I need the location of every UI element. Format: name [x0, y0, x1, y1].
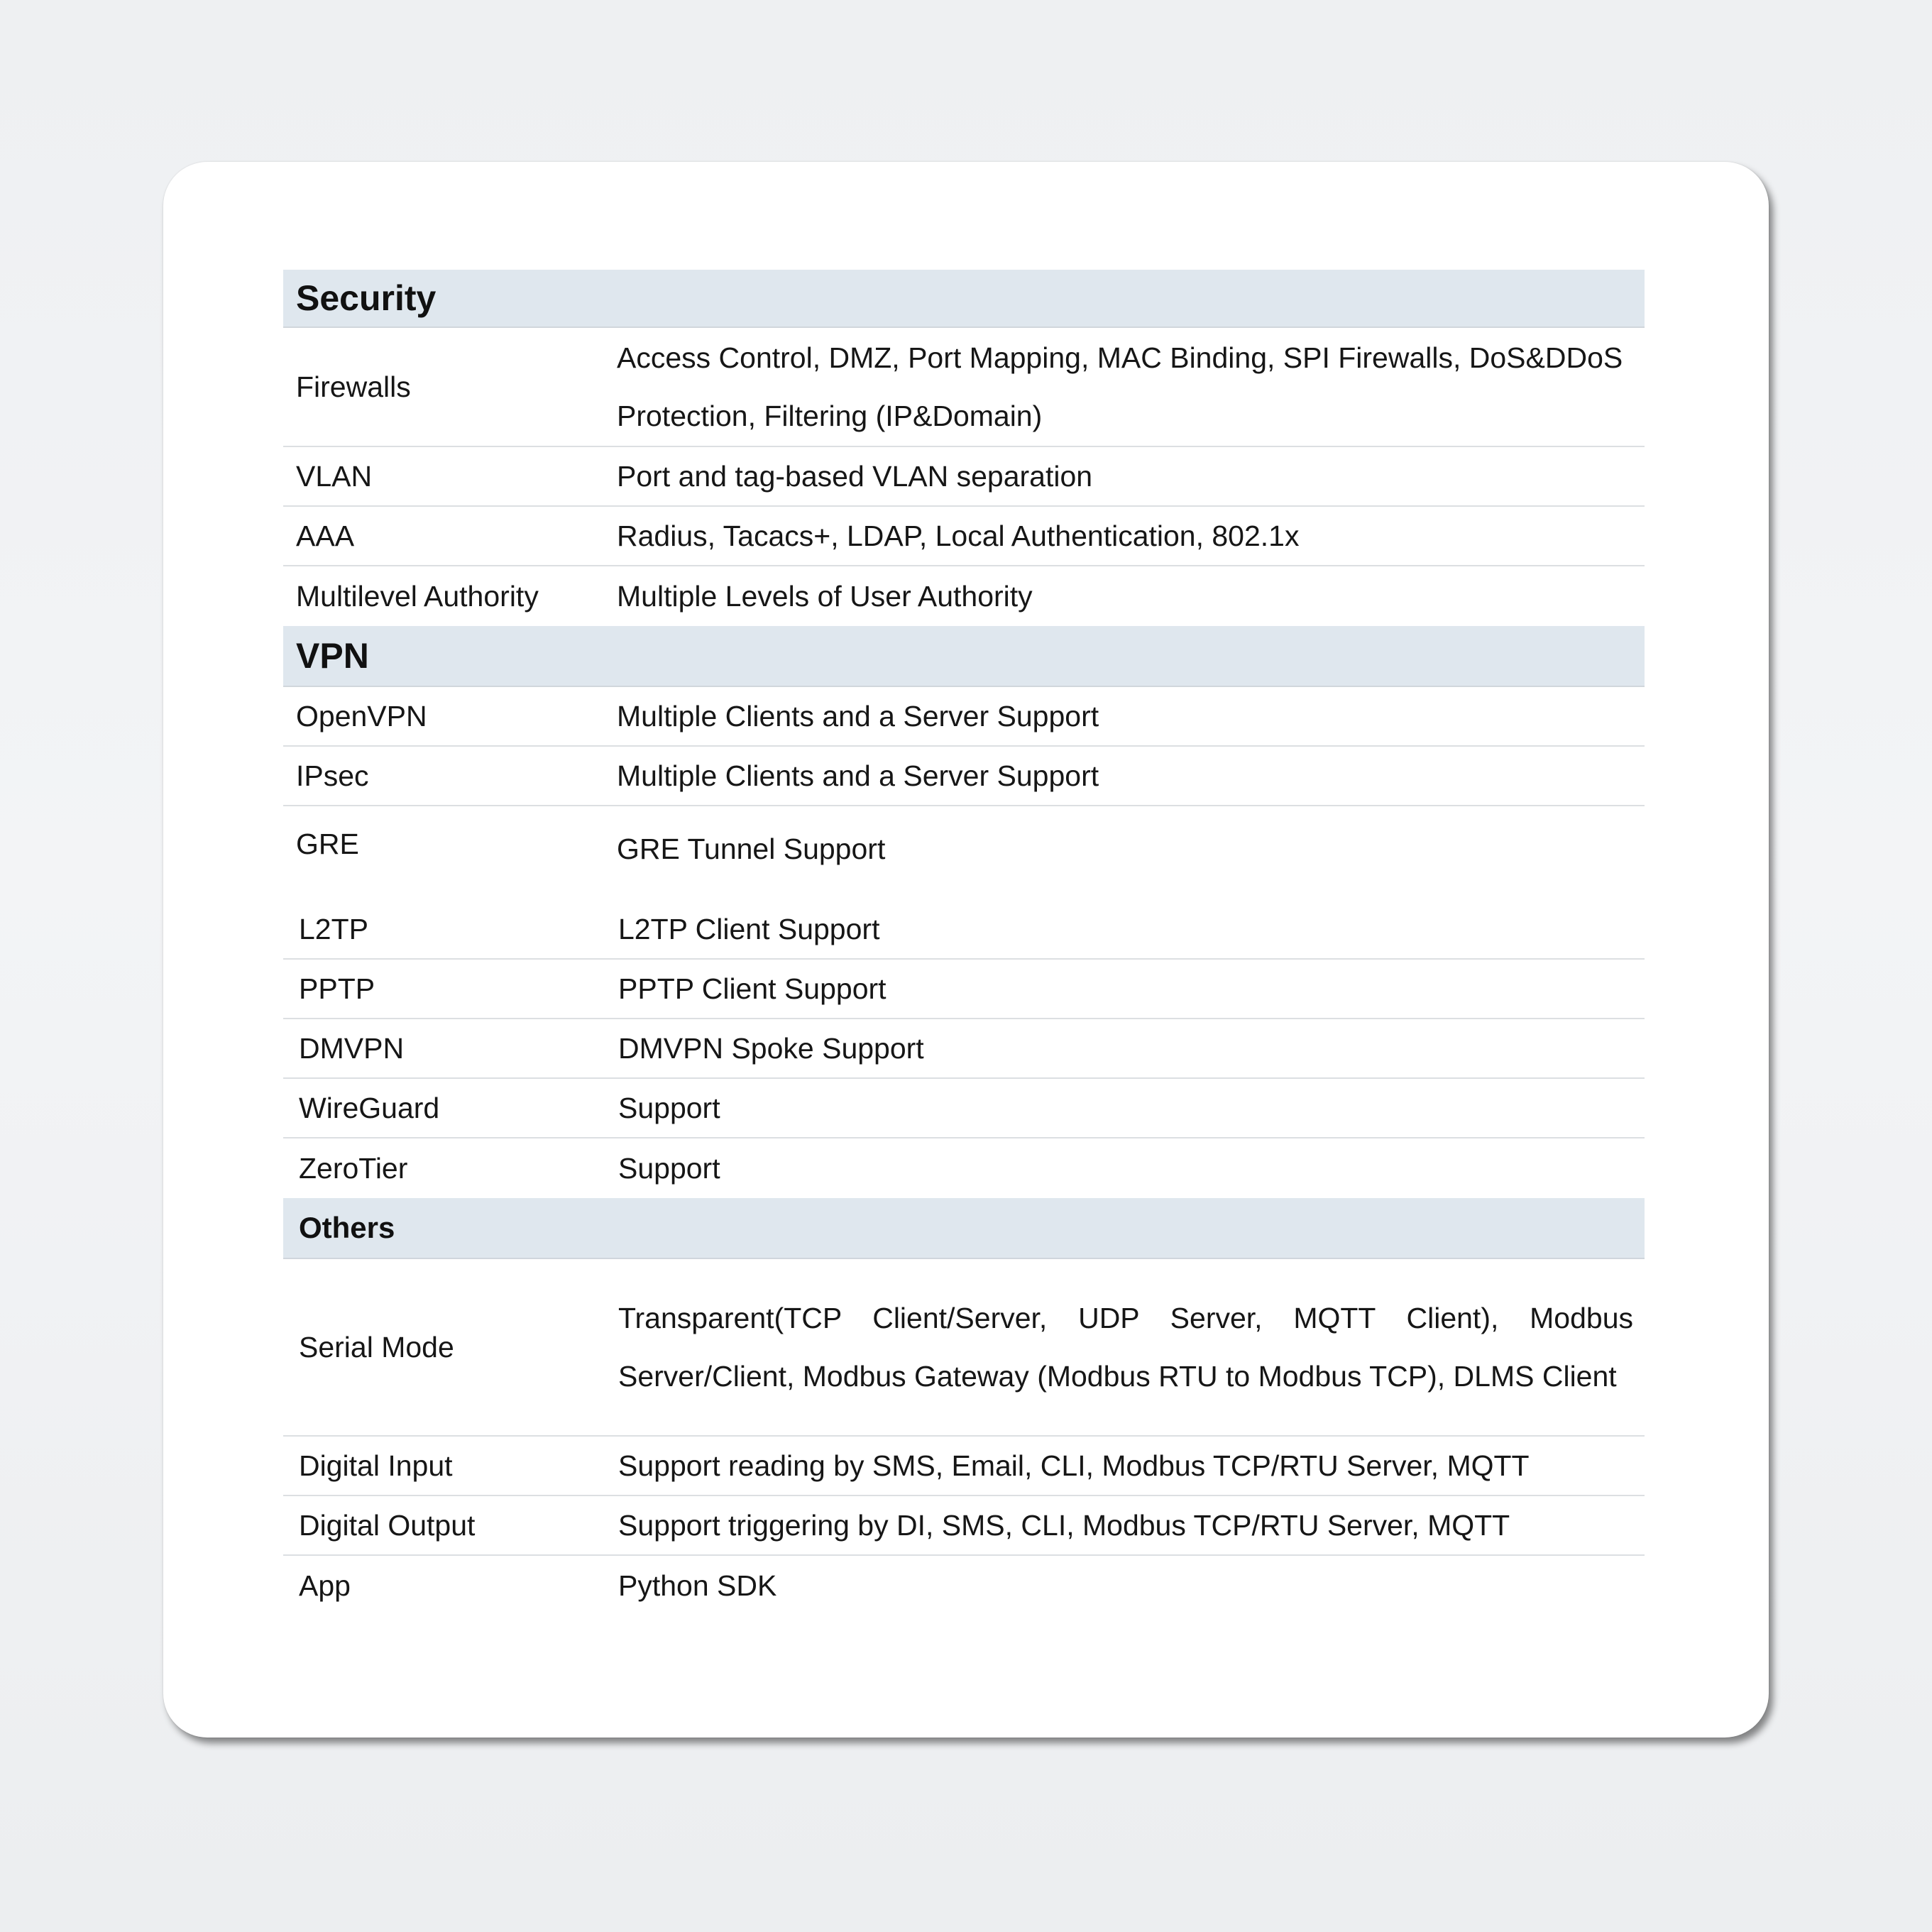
table-row: [283, 328, 1645, 447]
row-label: App: [299, 1569, 351, 1602]
table-row: [283, 747, 1645, 806]
row-value: Python SDK: [618, 1569, 777, 1602]
row-label: WireGuard: [299, 1091, 440, 1124]
row-label: L2TP: [299, 912, 368, 945]
table-row: [283, 1138, 1645, 1198]
row-label: IPsec: [296, 759, 369, 792]
spec-table: [283, 270, 1645, 1615]
section-title: VPN: [296, 636, 369, 676]
row-label: OpenVPN: [296, 699, 427, 732]
table-row: [283, 900, 1645, 960]
section-header-vpn: [283, 626, 1645, 687]
row-value: Support triggering by DI, SMS, CLI, Modbus TCP/RTU Server, MQTT: [618, 1509, 1510, 1542]
table-row: [283, 1079, 1645, 1138]
row-value: Multiple Clients and a Server Support: [617, 700, 1099, 732]
row-label: PPTP: [299, 972, 375, 1005]
row-value: Transparent(TCP Client/Server, UDP Server, MQTT Client), Modbus Server/Client, Modbus Gateway (Modbus RTU to Modbus TCP), DLMS Client: [618, 1302, 1633, 1393]
row-label: Firewalls: [296, 370, 411, 403]
row-label: VLAN: [296, 459, 373, 493]
row-value: Support: [618, 1152, 720, 1185]
row-label: Serial Mode: [299, 1330, 454, 1363]
row-value: Support: [618, 1092, 720, 1124]
row-value: PPTP Client Support: [618, 972, 887, 1005]
row-value: Access Control, DMZ, Port Mapping, MAC Binding, SPI Firewalls, DoS&DDoS Protection, Filtering (IP&Domain): [617, 341, 1623, 432]
table-row: [283, 1019, 1645, 1079]
section-title: Security: [296, 278, 437, 318]
row-label: Multilevel Authority: [296, 579, 539, 613]
row-label: AAA: [296, 519, 355, 552]
table-row: [283, 507, 1645, 566]
table-row: [283, 687, 1645, 747]
table-row: [283, 1496, 1645, 1556]
section-header-others: [283, 1198, 1645, 1259]
section-title: Others: [299, 1211, 395, 1244]
section-header-security: [283, 270, 1645, 328]
row-value: GRE Tunnel Support: [617, 833, 886, 865]
table-row: [283, 1556, 1645, 1615]
table-row: [283, 1259, 1645, 1437]
row-value: Radius, Tacacs+, LDAP, Local Authentication, 802.1x: [617, 520, 1300, 552]
row-value: Multiple Levels of User Authority: [617, 580, 1033, 613]
row-value: Port and tag-based VLAN separation: [617, 460, 1093, 493]
row-value: L2TP Client Support: [618, 913, 880, 945]
table-row: [283, 566, 1645, 626]
row-label: ZeroTier: [299, 1151, 408, 1185]
table-row: [283, 806, 1645, 900]
table-row: [283, 447, 1645, 507]
row-label: Digital Input: [299, 1449, 453, 1482]
table-row: [283, 960, 1645, 1019]
row-label: GRE: [296, 828, 359, 860]
row-value: Support reading by SMS, Email, CLI, Modbus TCP/RTU Server, MQTT: [618, 1449, 1530, 1482]
row-label: Digital Output: [299, 1508, 476, 1542]
row-label: DMVPN: [299, 1031, 405, 1065]
row-value: Multiple Clients and a Server Support: [617, 759, 1099, 792]
table-row: [283, 1437, 1645, 1496]
row-value: DMVPN Spoke Support: [618, 1032, 924, 1065]
